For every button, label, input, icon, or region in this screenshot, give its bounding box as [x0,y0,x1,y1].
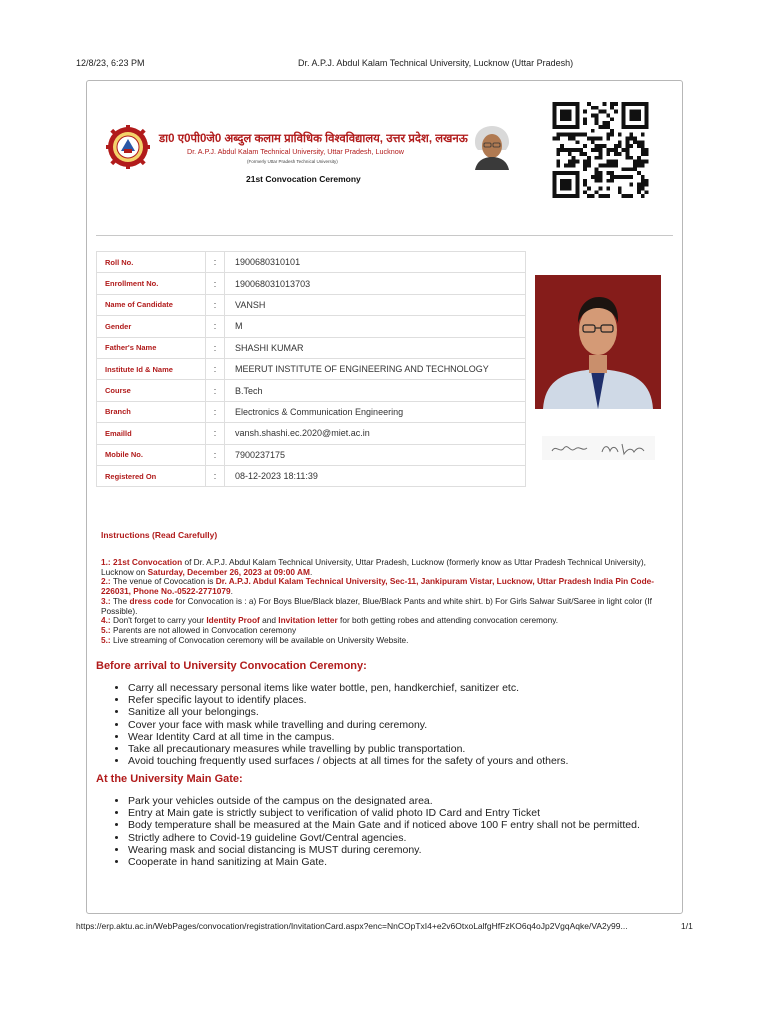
details-row [97,294,526,315]
details-label: Course [97,380,206,401]
details-separator: : [206,273,225,294]
details-separator: : [206,252,225,273]
instructions-heading: Instructions (Read Carefully) [101,530,218,540]
details-label: Emailld [97,423,206,444]
details-row [97,252,526,273]
instruction-4: 4.: Don't forget to carry your Identity Proof and Invitation letter for both getting robes and attending convocation ceremony. [101,615,559,626]
details-row [97,273,526,294]
list-item: • Park your vehicles outside of the campus on the designated area. [128,795,668,807]
list-item: • Body temperature shall be measured at the Main Gate and if noticed above 100 F entry shall not be permitted. [128,819,668,831]
details-label: Enrollment No. [97,273,206,294]
university-name-english: Dr. A.P.J. Abdul Kalam Technical University, Uttar Pradesh, Lucknow [187,147,404,156]
qr-code [549,102,652,198]
list-item: • Take all precautionary measures while travelling by public transportation. [128,743,668,755]
details-separator: : [206,294,225,315]
candidate-details-table [96,251,526,487]
print-timestamp: 12/8/23, 6:23 PM [76,58,145,68]
list-item: • Cover your face with mask while travelling and during ceremony. [128,719,668,731]
details-value: SHASHI KUMAR [225,337,526,358]
instruction-2: 2.: The venue of Covocation is Dr. A.P.J. Abdul Kalam Technical University, Sec-11, Jankipuram Vistar, Lucknow, Uttar Pradesh India Pin Code-226031, Phone No.-0522-2771079. [101,576,655,597]
list-item: • Refer specific layout to identify places. [128,694,668,706]
list-item: • Avoid touching frequently used surfaces / objects at all times for the safety of yours and others. [128,755,668,767]
details-separator: : [206,358,225,379]
header-divider [96,235,673,236]
details-row [97,423,526,444]
details-value: 7900237175 [225,444,526,465]
instruction-3: 3.: The dress code for Convocation is : a) For Boys Blue/Black blazer, Blue/Black Pants and white shirt. b) For Girls Salwar Suit/Saree in light color (If Possible). [101,595,652,616]
print-page-title: Dr. A.P.J. Abdul Kalam Technical University, Lucknow (Uttar Pradesh) [298,58,574,68]
university-logo [106,125,150,169]
main-gate-heading: At the University Main Gate: [96,773,243,785]
instruction-1: 1.: 21st Convocation of Dr. A.P.J. Abdul Kalam Technical University, Uttar Pradesh, Lucknow (formerly know as Uttar Pradesh Technical University), Lucknow on Saturday, December 26, 2023 at 09:00 AM. [101,557,646,577]
details-row [97,316,526,337]
details-label: Father's Name [97,337,206,358]
invitation-card [86,80,683,914]
details-value: 08-12-2023 18:11:39 [225,465,526,486]
before-arrival-heading: Before arrival to University Convocation Ceremony: [96,660,367,672]
details-value: MEERUT INSTITUTE OF ENGINEERING AND TECHNOLOGY [225,358,526,379]
list-item: • Wear Identity Card at all time in the campus. [128,731,668,743]
details-value: Electronics & Communication Engineering [225,401,526,422]
details-separator: : [206,316,225,337]
main-gate-list [112,795,668,868]
details-label: Registered On [97,465,206,486]
list-item: • Strictly adhere to Covid-19 guideline Govt/Central agencies. [128,832,668,844]
details-separator: : [206,401,225,422]
instructions-body [101,558,657,645]
details-separator: : [206,444,225,465]
dr-kalam-portrait [471,124,513,170]
instruction-5: 5.: Parents are not allowed in Convocation ceremony [101,624,297,635]
details-row [97,380,526,401]
details-value: B.Tech [225,380,526,401]
details-value: vansh.shashi.ec.2020@miet.ac.in [225,423,526,444]
university-formerly-note: (Formerly Uttar Pradesh Technical University) [247,159,338,164]
list-item: • Wearing mask and social distancing is MUST during ceremony. [128,844,668,856]
details-value: 190068031013703 [225,273,526,294]
details-label: Gender [97,316,206,337]
university-name-hindi: डा0 ए0पी0जे0 अब्दुल कलाम प्राविधिक विश्वविद्यालय, उत्तर प्रदेश, लखनऊ [159,133,468,145]
details-label: Mobile No. [97,444,206,465]
list-item: • Carry all necessary personal items like water bottle, pen, handkerchief, sanitizer etc. [128,682,668,694]
convocation-title: 21st Convocation Ceremony [246,174,361,184]
list-item: • Sanitize all your belongings. [128,706,668,718]
details-separator: : [206,423,225,444]
print-header [0,58,768,72]
details-value: VANSH [225,294,526,315]
details-separator: : [206,380,225,401]
print-footer [0,921,768,935]
details-label: Name of Candidate [97,294,206,315]
details-row [97,401,526,422]
details-separator: : [206,337,225,358]
details-label: Roll No. [97,252,206,273]
print-url: https://erp.aktu.ac.in/WebPages/convocation/registration/InvitationCard.aspx?enc=NnCOpTxI4+e2v6OtxoLalfgHfFzKO6q4oJp2VgqAqke/VA2y99... [76,921,628,931]
details-row [97,444,526,465]
before-arrival-list [112,682,668,767]
details-row [97,358,526,379]
candidate-signature [542,436,655,460]
print-page-number: 1/1 [681,921,693,931]
details-label: Institute Id & Name [97,358,206,379]
candidate-photo [535,275,661,409]
details-row [97,465,526,486]
details-row [97,337,526,358]
logo-gear-icon [106,125,150,169]
details-separator: : [206,465,225,486]
details-value: 1900680310101 [225,252,526,273]
details-value: M [225,316,526,337]
list-item: • Entry at Main gate is strictly subject to verification of valid photo ID Card and Entry Ticket [128,807,668,819]
list-item: • Cooperate in hand sanitizing at Main Gate. [128,856,668,868]
instruction-6: 5.: Live streaming of Convocation ceremony will be available on University Website. [101,634,409,645]
details-label: Branch [97,401,206,422]
